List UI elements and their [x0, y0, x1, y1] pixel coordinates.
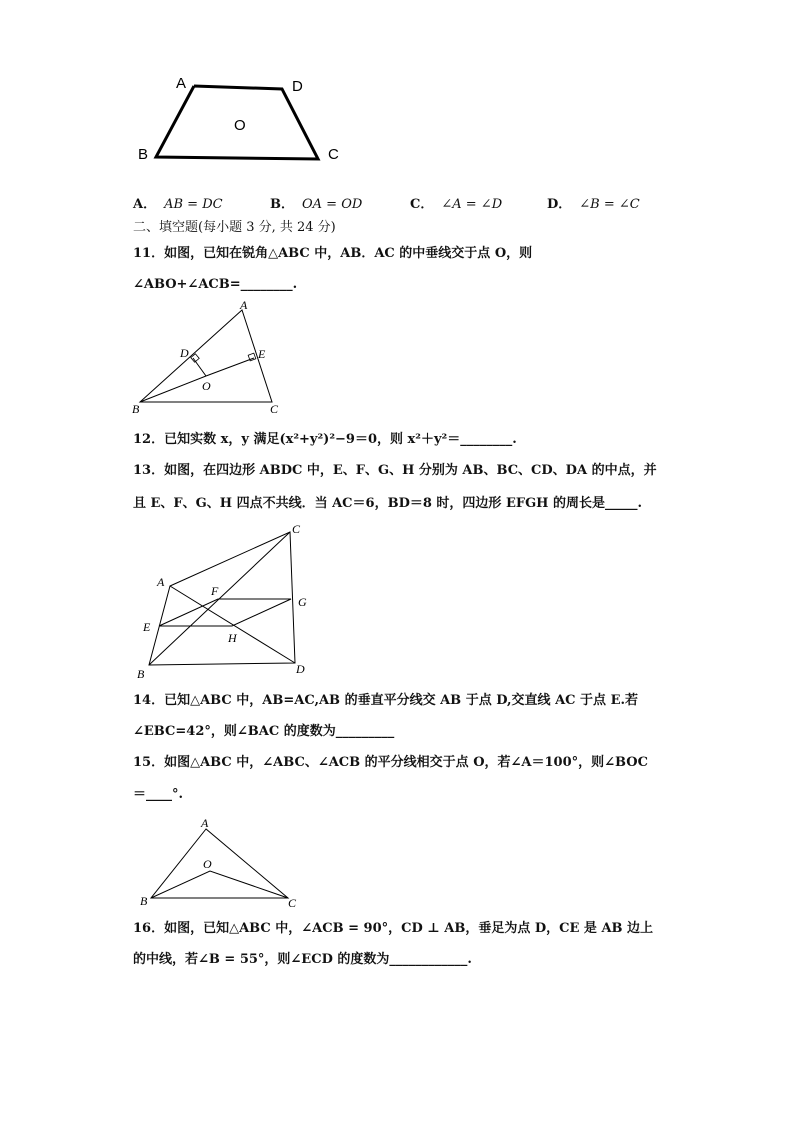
- option-d: [547, 193, 640, 212]
- question-13-line1: 13．如图，在四边形 ABDC 中，E、F、G、H 分别为 AB、BC、CD、DA 的中点，并: [133, 463, 657, 478]
- figure-q11-od: [193, 358, 206, 376]
- label-A: A: [157, 575, 165, 589]
- figure-q11-oe: [206, 358, 254, 376]
- label-A: A: [240, 298, 248, 312]
- label-C: C: [288, 896, 297, 910]
- question-16-line2: 的中线，若∠B = 55°，则∠ECD 的度数为____________.: [133, 952, 472, 967]
- option-a: [133, 193, 223, 212]
- label-O: O: [202, 379, 211, 393]
- figure-q10: [130, 70, 360, 170]
- label-E: E: [258, 347, 266, 361]
- option-d-label: D．: [547, 197, 572, 212]
- section-title: 二、填空题(每小题 3 分, 共 24 分): [133, 220, 336, 235]
- question-15-line2: ＝____°.: [133, 787, 184, 802]
- option-a-value: AB = DC: [164, 197, 223, 212]
- option-d-value: ∠B = ∠C: [579, 197, 640, 212]
- question-15-line1: 15．如图△ABC 中，∠ABC、∠ACB 的平分线相交于点 O，若∠A＝100°，则∠BOC: [133, 755, 648, 770]
- label-D: D: [292, 78, 303, 95]
- figure-q11-bo: [140, 376, 206, 402]
- label-G: G: [298, 595, 307, 609]
- figure-q15: [135, 815, 305, 910]
- question-16-line1: 16．如图，已知△ABC 中，∠ACB = 90°，CD ⊥ AB，垂足为点 D，CE 是 AB 边上: [133, 921, 654, 936]
- label-C: C: [328, 146, 339, 163]
- label-A: A: [176, 75, 187, 92]
- option-c-label: C．: [410, 197, 434, 212]
- label-O: O: [234, 117, 246, 134]
- label-B: B: [140, 894, 148, 908]
- option-b-label: B．: [270, 197, 294, 212]
- label-D: D: [180, 346, 189, 360]
- label-B: B: [132, 402, 140, 416]
- question-14-line1: 14．已知△ABC 中，AB=AC,AB 的垂直平分线交 AB 于点 D,交直线 AC 于点 E.若: [133, 693, 639, 708]
- figure-q11: [130, 300, 300, 420]
- label-B: B: [138, 146, 149, 163]
- label-C: C: [292, 522, 301, 536]
- question-14-line2: ∠EBC=42°，则∠BAC 的度数为_________: [133, 724, 395, 739]
- option-c-value: ∠A = ∠D: [441, 197, 503, 212]
- figure-q13-efgh: [159, 599, 291, 626]
- figure-q15-triangle: [151, 829, 288, 898]
- label-E: E: [143, 620, 151, 634]
- question-13-line2: 且 E、F、G、H 四点不共线．当 AC＝6，BD＝8 时，四边形 EFGH 的周长是_____.: [133, 496, 643, 511]
- option-c: [410, 193, 502, 212]
- label-D: D: [296, 662, 305, 676]
- question-11-line1: 11．如图，已知在锐角△ABC 中，AB．AC 的中垂线交于点 O，则: [133, 246, 533, 261]
- figure-q13: [135, 520, 325, 685]
- option-b: [270, 193, 362, 212]
- label-B: B: [137, 667, 145, 681]
- label-C: C: [270, 402, 279, 416]
- question-12-line1: 12．已知实数 x，y 满足(x²+y²)²−9＝0，则 x²＋y²＝________.: [133, 432, 517, 447]
- figure-q15-bisectors: [151, 871, 288, 898]
- figure-q13-diagonal-ad: [170, 586, 295, 663]
- option-b-value: OA = OD: [302, 197, 363, 212]
- question-11-line2: ∠ABO+∠ACB=________.: [133, 277, 298, 292]
- label-F: F: [211, 584, 219, 598]
- label-H: H: [228, 631, 237, 645]
- option-a-label: A．: [133, 197, 157, 212]
- label-A: A: [201, 816, 209, 830]
- label-O: O: [203, 857, 212, 871]
